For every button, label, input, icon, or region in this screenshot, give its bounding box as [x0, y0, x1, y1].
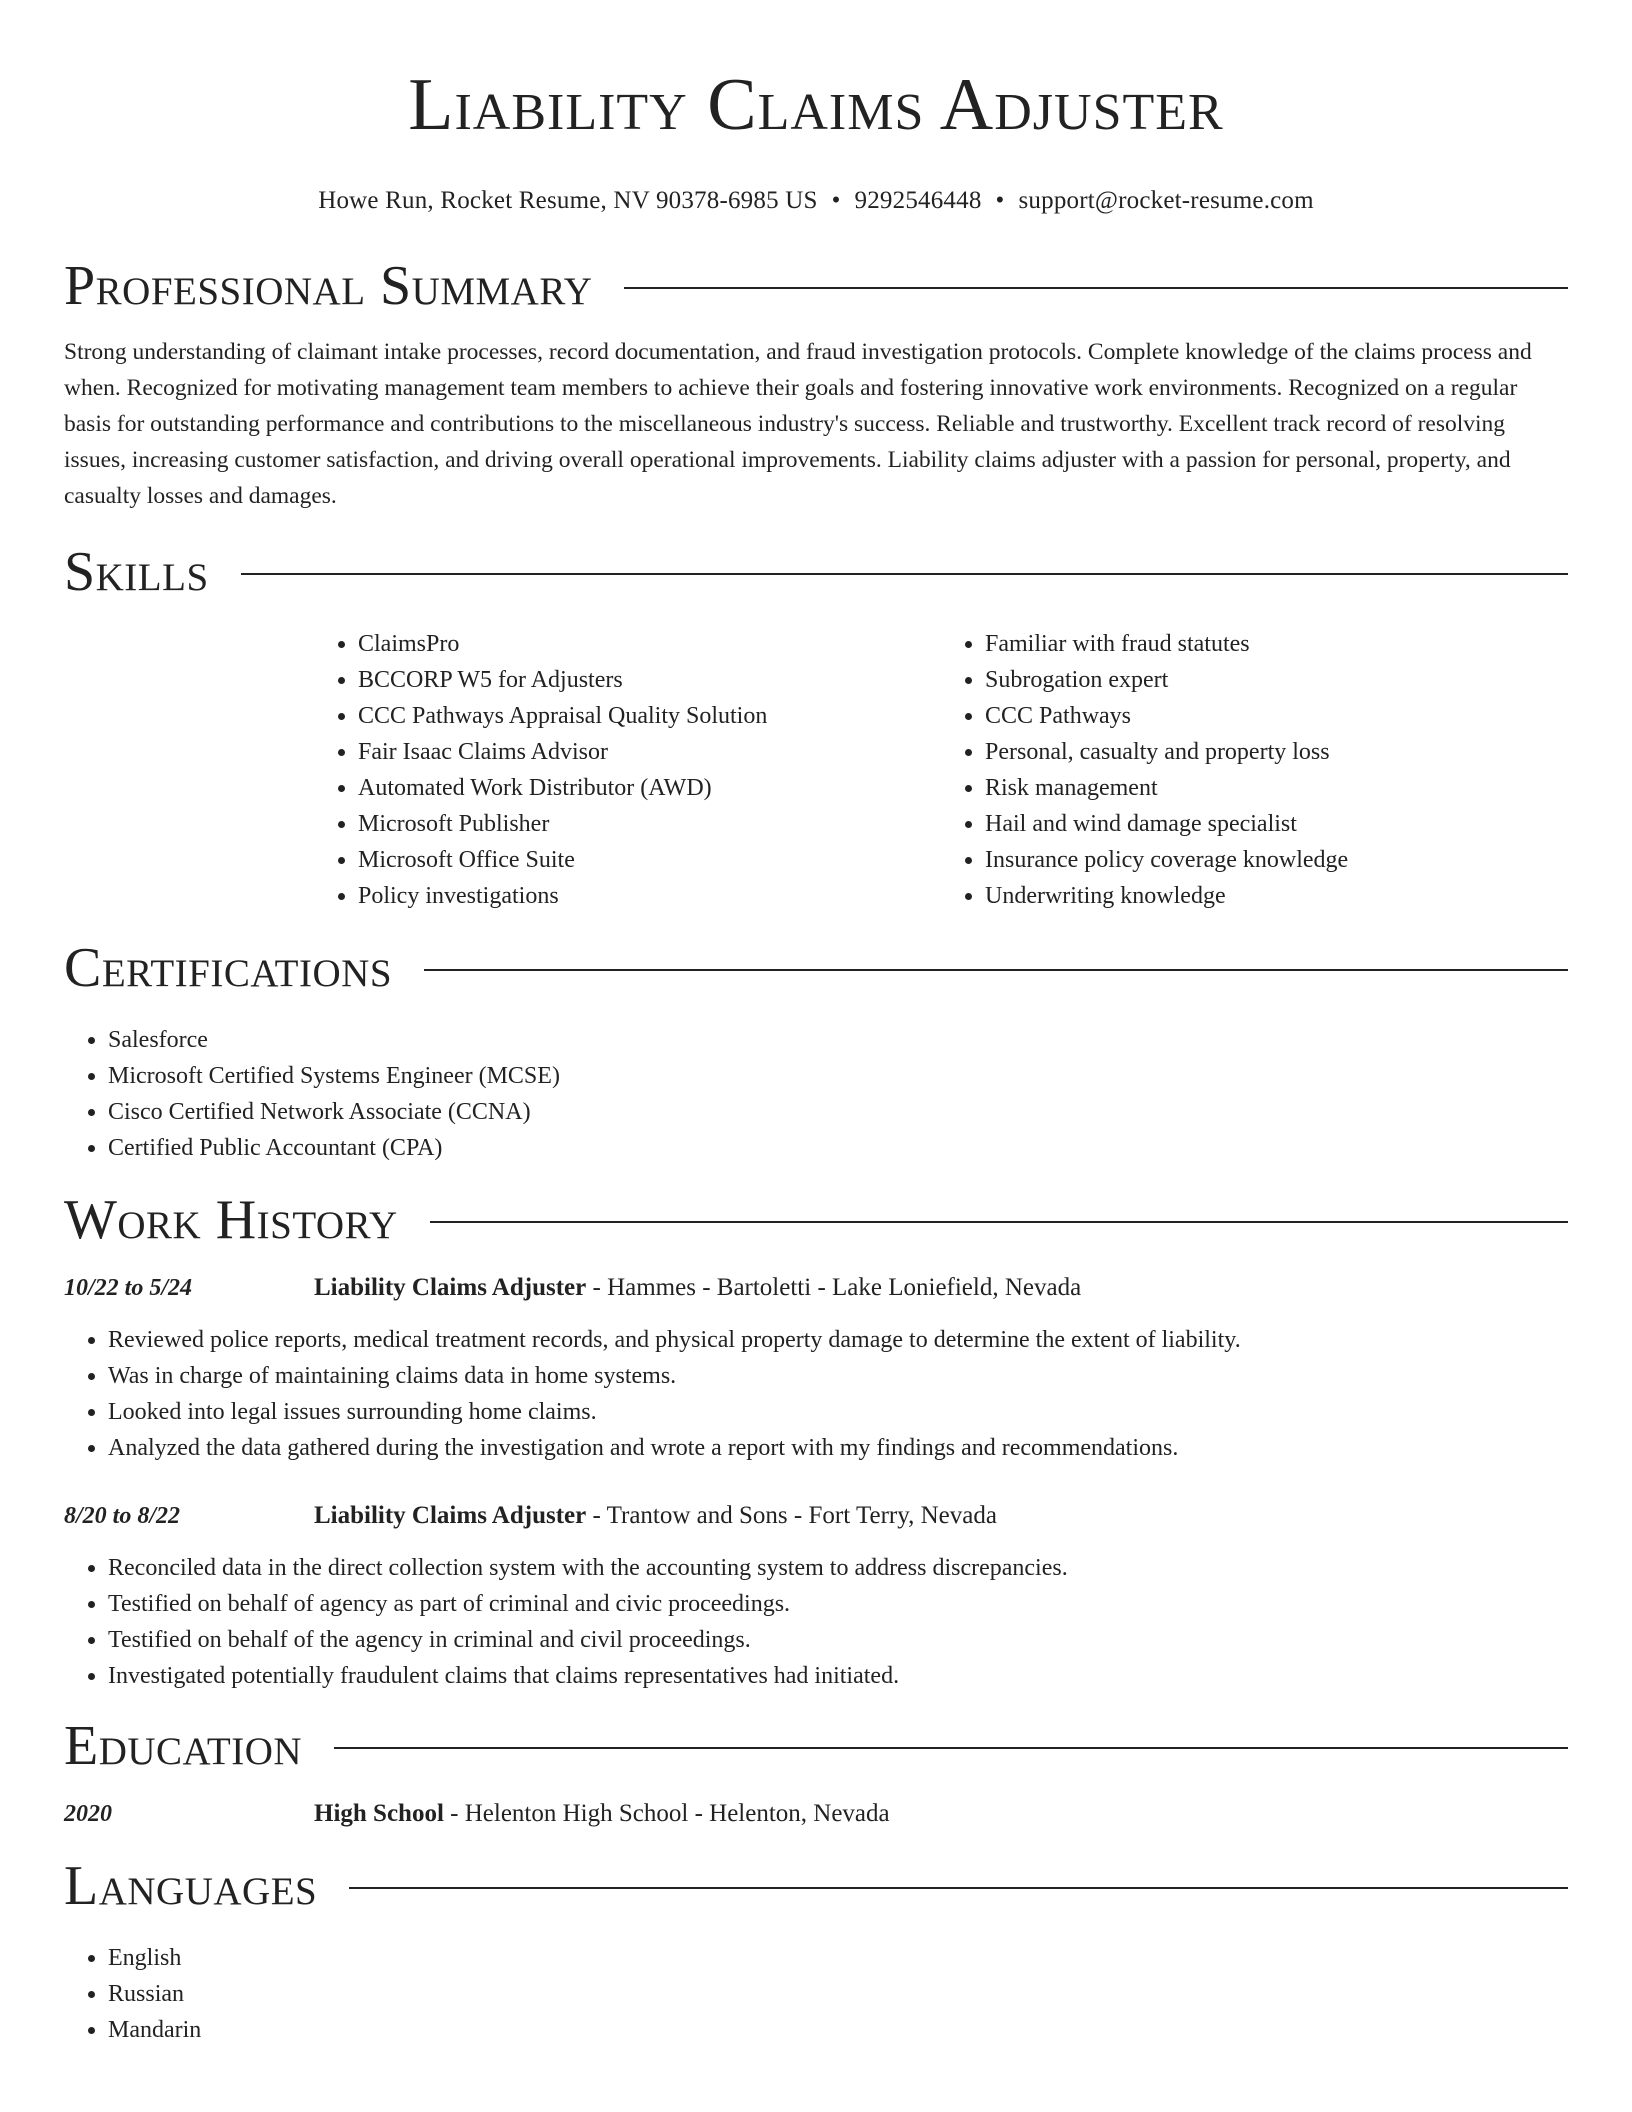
certification-item: • Cisco Certified Network Associate (CCNA) — [108, 1094, 1568, 1130]
section-divider — [349, 1887, 1568, 1889]
skills-section-header — [64, 540, 1568, 604]
resume-title: Liability Claims Adjuster — [408, 64, 1224, 146]
certification-item: • Certified Public Accountant (CPA) — [108, 1130, 1568, 1166]
certification-item: • Microsoft Certified Systems Engineer (MCSE) — [108, 1058, 1568, 1094]
summary-section-title: Professional Summary — [64, 255, 593, 317]
certifications-section-title: Certifications — [64, 937, 393, 999]
work-dates: 10/22 to 5/24 — [64, 1275, 193, 1301]
contact-email: support@rocket-resume.com — [1018, 187, 1314, 214]
certifications-section-header — [64, 936, 1568, 1000]
skill-item: • CCC Pathways — [985, 698, 1568, 734]
skill-item: • Subrogation expert — [985, 662, 1568, 698]
work-bullet: • Was in charge of maintaining claims data in home systems. — [108, 1358, 1568, 1394]
work-entry — [64, 1270, 1568, 1466]
languages-section-header — [64, 1854, 1568, 1918]
skill-item: • CCC Pathways Appraisal Quality Solution — [358, 698, 941, 734]
certifications-list — [64, 1022, 1568, 1166]
work-bullet: • Testified on behalf of agency as part of criminal and civic proceedings. — [108, 1586, 1568, 1622]
language-item: • Mandarin — [108, 2012, 1568, 2048]
skill-item: • Familiar with fraud statutes — [985, 626, 1568, 662]
summary-section-header — [64, 254, 1568, 318]
skill-item: • Personal, casualty and property loss — [985, 734, 1568, 770]
work-bullet: • Reconciled data in the direct collection system with the accounting system to address discrepancies. — [108, 1550, 1568, 1586]
skill-item: • Hail and wind damage specialist — [985, 806, 1568, 842]
work-bullet: • Looked into legal issues surrounding home claims. — [108, 1394, 1568, 1430]
section-divider — [424, 969, 1568, 971]
section-divider — [624, 287, 1568, 289]
skills-list-left — [314, 626, 941, 914]
skill-item: • Risk management — [985, 770, 1568, 806]
work-bullet: • Investigated potentially fraudulent claims that claims representatives had initiated. — [108, 1658, 1568, 1694]
language-item: • English — [108, 1940, 1568, 1976]
contact-line — [64, 186, 1568, 216]
language-item: • Russian — [108, 1976, 1568, 2012]
work-history-list — [64, 1270, 1568, 1694]
contact-separator: • — [831, 187, 841, 214]
work-section-header — [64, 1188, 1568, 1252]
education-section-title: Education — [64, 1715, 303, 1777]
work-bullet: • Testified on behalf of the agency in criminal and civil proceedings. — [108, 1622, 1568, 1658]
certification-item: • Salesforce — [108, 1022, 1568, 1058]
work-entry-header — [64, 1270, 1568, 1306]
work-bullet: • Reviewed police reports, medical treatment records, and physical property damage to determine the extent of liability. — [108, 1322, 1568, 1358]
education-section-header — [64, 1714, 1568, 1778]
skill-item: • Microsoft Publisher — [358, 806, 941, 842]
skill-item: • Microsoft Office Suite — [358, 842, 941, 878]
education-details: - Helenton High School - Helenton, Nevada — [443, 1800, 890, 1827]
contact-separator: • — [995, 187, 1005, 214]
education-entry — [64, 1796, 1568, 1832]
skill-item: • Underwriting knowledge — [985, 878, 1568, 914]
contact-phone: 9292546448 — [854, 187, 982, 214]
skill-item: • BCCORP W5 for Adjusters — [358, 662, 941, 698]
skills-grid — [314, 626, 1568, 914]
work-bullets — [64, 1322, 1568, 1466]
languages-list — [64, 1940, 1568, 2048]
work-bullets — [64, 1550, 1568, 1694]
work-entry-header — [64, 1498, 1568, 1534]
work-employer: - Hammes - Bartoletti - Lake Loniefield, Nevada — [586, 1274, 1082, 1301]
work-entry — [64, 1498, 1568, 1694]
education-degree: High School — [314, 1800, 444, 1827]
summary-text: Strong understanding of claimant intake processes, record documentation, and fraud investigation protocols. Complete knowledge of the claims process and when. Recognized for motivating management team members to achieve their goals and fostering innovative work environments. Recognized on a regular basis for outstanding performance and contributions to the miscellaneous industry's success. Reliable and trustworthy. Excellent track record of resolving issues, increasing customer satisfaction, and driving overall operational improvements. Liability claims adjuster with a passion for personal, property, and casualty losses and damages. — [64, 339, 1532, 509]
work-role: Liability Claims Adjuster — [314, 1274, 587, 1301]
work-section-title: Work History — [64, 1189, 398, 1251]
skill-item: • ClaimsPro — [358, 626, 941, 662]
skill-item: • Insurance policy coverage knowledge — [985, 842, 1568, 878]
skills-list-right — [941, 626, 1568, 914]
section-divider — [334, 1747, 1568, 1749]
skills-section-title: Skills — [64, 541, 209, 603]
work-employer: - Trantow and Sons - Fort Terry, Nevada — [586, 1502, 997, 1529]
work-role: Liability Claims Adjuster — [314, 1502, 587, 1529]
skill-item: • Automated Work Distributor (AWD) — [358, 770, 941, 806]
languages-section-title: Languages — [64, 1855, 318, 1917]
contact-address: Howe Run, Rocket Resume, NV 90378-6985 US — [318, 187, 818, 214]
education-year: 2020 — [64, 1801, 112, 1827]
section-divider — [430, 1221, 1568, 1223]
section-divider — [241, 573, 1568, 575]
work-bullet: • Analyzed the data gathered during the investigation and wrote a report with my findings and recommendations. — [108, 1430, 1568, 1466]
skill-item: • Fair Isaac Claims Advisor — [358, 734, 941, 770]
skill-item: • Policy investigations — [358, 878, 941, 914]
work-dates: 8/20 to 8/22 — [64, 1503, 181, 1529]
